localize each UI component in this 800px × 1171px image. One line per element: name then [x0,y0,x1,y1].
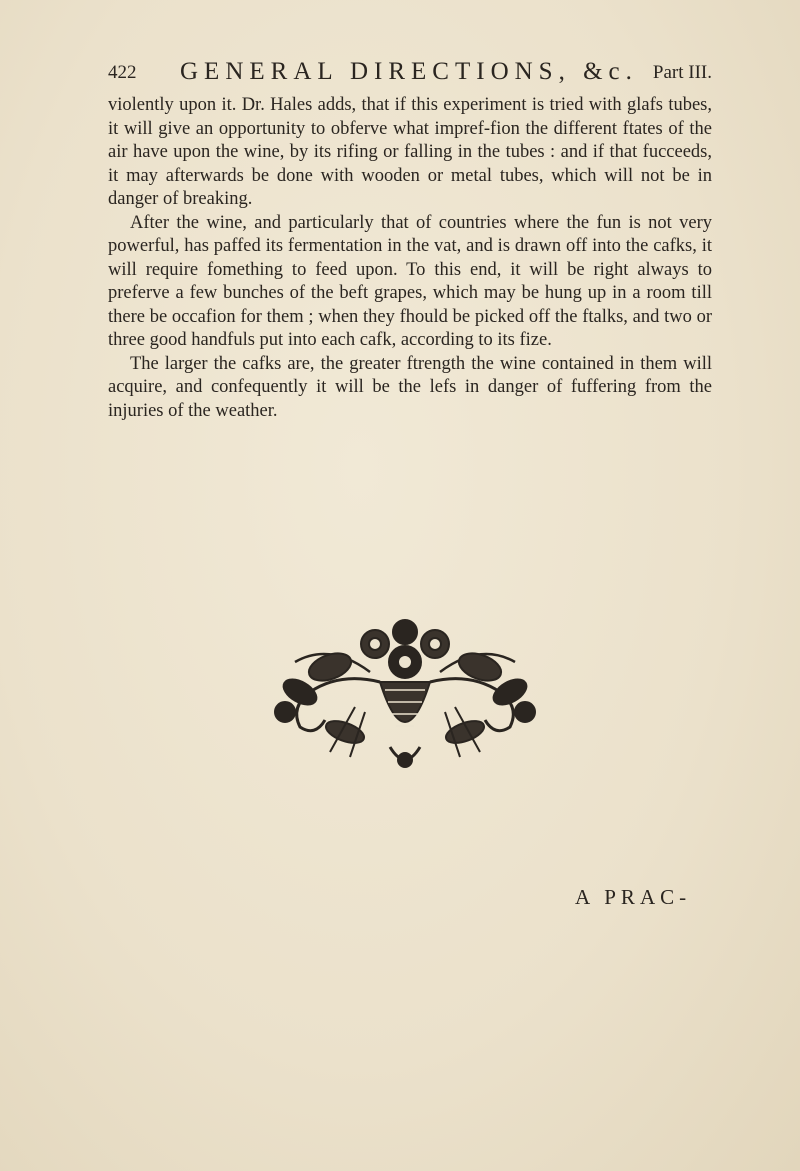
floral-tailpiece-icon [270,612,540,772]
running-title: GENERAL DIRECTIONS, &c. [180,58,638,85]
page-number: 422 [108,62,137,83]
body-text [108,94,712,423]
catchword: A PRAC- [575,885,692,909]
paragraph: violently upon it. Dr. Hales adds, that if this experiment is tried with glafs tubes, it will give an opportunity to obferve what impref-fion the different ftates of the air have upon the wine, by its rifing or falling in the tubes : and if that fucceeds, it may afterwards be done with wooden or metal tubes, which will not be in danger of breaking. [108,95,712,209]
paragraph: After the wine, and particularly that of countries where the fun is not very powerful, has paffed its fermentation in the vat, and is drawn off into the cafks, it will require fomething to feed upon. To this end, it will be right always to preferve a few bunches of the beft grapes, which may be hung up in a room till there be occafion for them ; when they fhould be picked off the ftalks, and two or three good handfuls put into each cafk, according to its fize. [108,212,712,350]
running-header [108,58,712,92]
paragraph: The larger the cafks are, the greater ftrength the wine contained in them will acquire, and confequently it will be the lefs in danger of fuffering from the injuries of the weather. [108,353,712,421]
part-label: Part III. [652,62,712,83]
